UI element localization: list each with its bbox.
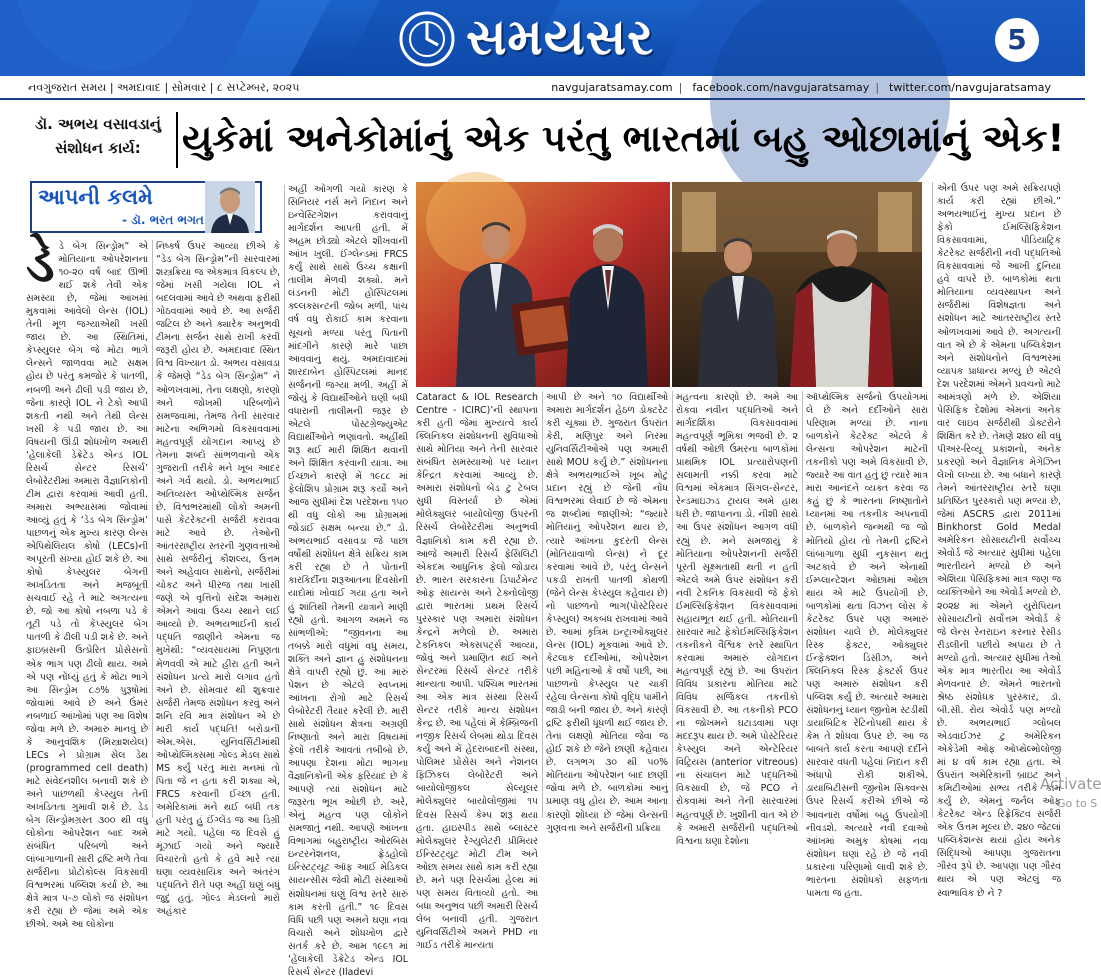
article-column-8 bbox=[937, 182, 1061, 899]
column-6-text: મહત્વના કારણો છે. અમે આ રોકવા નવીન પદ્ધતિઓ અને માર્ગદર્શિકા વિકસાવવામાં મહત્વપૂર્ણ ભૂમિકા ભજવી છે. ૨ વર્ષથી ઓછી ઉંમરના બાળકોમાં પ્રાથમિક IOL પ્રત્યારોપણની સલામતી નક્કી કરવા માટે વિશ્વમાં એકમાત્ર સિંગલ-સેન્ટર, રેન્ડમાઇઝ્ડ ટ્રાયલ અમે હાથ ધરી છે. જાપાનના ડો. નીશી સાથે આ ઉપર સંશોધન આગળ વધી રહ્યું છે. મને સમજાયું કે મોતિયાના ઓપરેશનની સર્જરી પૂરતી સૂક્ષ્મતાથી થતી ન હતી એટલે અમે ઉપર સંશોધન કરી નવી ટેકનિક વિકસાવી જે ફેકો ઈમલ્સિફિકેશન વિકસાવવામાં સહાયભૂત થઈ હતી. મોતિયાની સારવાર માટે ફેકોઈમલ્સિફિકેશન તકનીકને વૈશ્વિક સ્તરે સ્થાપિત કરવામાં અમારું યોગદાન મહત્વપૂર્ણ રહ્યું છે. આ ઉપરાંત વિવિધ પ્રકારના મોતિયા માટે વિવિધ સર્જિકલ તકનીકો વિકસાવી છે. આ તકનીકો PCO ના જોખમને ઘટાડવામાં પણ મદદરૂપ થાય છે. અમે પોસ્ટેરિયર કેપ્સ્યુલ અને એન્ટેરિયર વિટ્રિયસ (anterior vitreous) ના સંચાલન માટે પદ્ધતિઓ વિકસાવી છે, જે PCO ને રોકવામાં અને તેની સારવારમાં મહત્વપૂર્ણ છે. ખુશીની વાત એ છે કે અમારી સર્જરીની પદ્ધતિઓ વિશ્વના ઘણા દેશોના bbox=[676, 392, 799, 847]
windows-activation-watermark-sub: Go to S bbox=[1057, 797, 1098, 810]
info-line bbox=[0, 78, 1085, 100]
column-3-text: અહીં ઓગળી ગયો કારણ કે સિનિયર નર્સ મને નિદાન અને ઇન્વેસ્ટિગેશન કરાવવાનું માર્ગદર્શન આપતી હતી. મેં અહમ છોડ્યો એટલે શીખવાની આંખ ખુલી. ઈંગ્લેન્ડમાં FRCS કર્યું સાથે સાથે ઉચ્ચ કક્ષાની તાલીમ મેળવી શક્યો. મને લંડનની મોટી હોસ્પિટલમાં ક્લ્લક્સન્ટની જોબ મળી, પાંચ વર્ષ વધુ રોકાઈ કામ કરવાના સૂચનો મળ્યા પરંતુ પિતાની માંદગીને કારણે મારે પાછા આવવાનું થયું. અમદાવાદમાં શારદાબેન હોસ્પિટલમાં માનદ સર્જનની જગ્યા મળી. અહીં મેં જોયું કે વિદ્યાર્થીઓને ઘણી બધી વધારાની તાલીમની જરૂર છે એટલે પોસ્ટગ્રેજ્યુએટ વિદ્યાર્થીઓને ભણાવતો. અહીંથી શરૂ થઈ મારી શિક્ષિત થવાની અને શિક્ષિત કરવાની યાત્રા. આ ઈચ્છાને કારણે મેં ૧૯૮૮ માં ફેલોશિપ પ્રોગ્રામ શરૂ કર્યો અને આજ સુધીમાં દેશ પરદેશના ૧૫૦ થી વધુ લોકો આ પ્રોગ્રામમાં જોડાઈ સક્ષમ બન્યા છે.” ડો. અભયભાઈ વસાવડા જે પાછા વર્ષોથી સંશોધન ક્ષેત્રે સક્રિય કામ કરી રહ્યા છે તે પોતાની કારકિર્દીના શરૂઆતના દિવસોની યાદોમાં ખોવાઈ ગયા હતા અને હું શાંતિથી તેમની યાત્રાને માણી રહ્યો હતો. આગળ અમને જ સાંભળીએ: “જીવનના આ તબક્કે મારો વધુમાં વધુ સમય, શક્તિ અને જ્ઞાન હું સંશોધનના ક્ષેત્રે વાપરી રહ્યો છું. આ મારું પેશન છે એટલે સ્વપ્નમાં આંખના રોગો માટે રિસર્ચ લેબોરેટરી તૈયાર કરેલી છે. મારી સાથે સંશોધન ક્ષેત્રના અગ્રણી નિષ્ણાતો અને મારા વિષયમાં ફેલો તરીકે આવતાં તબીબો છે. આપણા દેશના મોટા ભાગના વૈજ્ઞાનિકોની એક ફરિયાદ છે કે આપણે ત્યાં સંશોધન માટે જરૂરતા ભૂખ ઓછી છે. અરે, એનું મહત્વ પણ લોકોને સમજાતું નથી. આપણે આંખના વિભાગમાં બહુરાષ્ટ્રીય ઓરબિસ ઇન્ટરનેશનલ, ફ્રેડહોલો ઇન્સ્ટિટ્યૂટ ઑફ આઈ મેડિકલ સાયન્સીસ જેવી મોટી સંસ્થાઓ સંશોધનમાં ઘણું વિશ્વ સ્તરે સારું કામ કરતી હતી.” ૧૯ દિવસ વિધિ પછી પણ અમને ઘણા નવા વિચારો અને શોધખોળ દ્વારે સતર્ક કરે છે. આમ ૧૯૯૧ માં ‘હેલાકેલી ડેક્રેટેડ એન્ડ IOL રિસર્ચ સેન્ટર (Iladevi bbox=[288, 184, 408, 978]
article-column-4 bbox=[416, 391, 538, 951]
article-column-2 bbox=[156, 240, 280, 918]
info-links: navgujaratsamay.com | facebook.com/navgujaratsamay | twitter.com/navgujaratsamay bbox=[551, 81, 1051, 94]
column-title: આપની કલમે bbox=[38, 185, 153, 209]
article-column-7 bbox=[806, 391, 928, 899]
column-rule bbox=[542, 391, 543, 818]
masthead-title: સમયસર bbox=[465, 8, 655, 66]
column-rule bbox=[284, 185, 285, 818]
column-rule bbox=[802, 391, 803, 818]
headline: યુકેમાં અનેકોમાંનું એક પરંતુ ભારતમાં બહુ ઓછામાંનું એક! bbox=[182, 117, 1065, 160]
column-2-text: નિષ્કર્ષ ઉપર આવ્યા છીએ કે “ડેડ બેગ સિન્ડ્રોમ”ની સારવારમાં શસ્ત્રક્રિયા જ એકમાત્ર વિકલ્પ છે, જેમાં ખસી ગયેલા IOL ને બદલવામાં આવે છે અથવા ફરીથી ગોઠવવામાં આવે છે. આ સર્જરી જટિલ છે અને ક્યારેક અનુભવી ટીમના સર્જન સાથે રાખી કરવી જરૂરી હોય છે. અમદાવાદ સ્થિત વિશ્વ વિખ્યાત ડો. અભય વસાવડા કે જેમણે “ડેડ બેગ સિન્ડ્રોમ” ને ઓળખવામાં, તેના લક્ષણો, કારણો અને જોખમી પરિબળોને સમજવામાં, તેમજ તેની સારવાર માટેના અભિગમો વિકસાવવામાં મહત્વપૂર્ણ યોગદાન આપ્યું છે તેમના શબ્દો સાંભળવાનો એક ગુજરાતી તરીકે મને ખૂબ આદર અને ગર્વ થયો. ડો. અભયભાઈ અતિવ્યસ્ત ઓપ્થેલ્મિક સર્જન છે. વિશ્વભરમાંથી લોકો અમની પાસે કેટરેક્ટની સર્જરી કરાવવા માટે આવે છે. તેઓની આંતરરાષ્ટ્રીય સ્તરની ગુણવત્તાઓ સાથે સર્જરીનું કૌશલ્ય, ઉત્તમ અને અહેવાલ સાથેનો, સર્જરીમાં ચોકટ અને ધીરજ તથા ખાસી જણે એ વૃત્તિનો સંદેશ અમારા એમને આવા ઉચ્ચ સ્થાને લઈ આવ્યો છે. અભયભાઈની કાર્ય પદ્ધતિ જાણીને એમના જ મુખેથી: “વ્યવસાયમાં નિપુણતા મેળવવી એ માટે હીરા હતી અને સંશોધન પ્રત્યે મારો લગાવ હતો અને છે. સોમવાર થી શુક્રવાર સર્જરી તેમજ સંશોધન કરવું અને શનિ રવિ માત્ર સંશોધન એ છે મારી કાર્ય પદ્ધતિ! બરોડાની એમ.એસ. યુનિવર્સિટીમાંથી ઓપ્થેલ્મિક્સમાં ગોલ્ડ મેડલ સાથે MS કર્યું પરંતુ મારા મનમાં તો પિતા જે ન હતા કરી શક્યા એ, FRCS કરવાની ઈચ્છા હતી. અમેરિકામાં મને થઈ બધી તક હતી પરંતુ હું ઈંગ્લેંડ જ આ ડિગ્રી માટે ગયો. પહેલા જ દિવસે હું મૂંઝાઈ ગયો અને જ્યારે વિચારતો હતો કે હવે મારે ત્યાં ઘણા વ્યવસાયિક અને અંતરંગ પદ્ધતિને રીતે પણ અહીં ઘણું બધું જુદું હતું. ગોલ્ડ મેડલનો મારો અહંકાર bbox=[156, 241, 280, 918]
column-rule bbox=[672, 391, 673, 818]
column-rule bbox=[152, 240, 153, 818]
publication-date-line: નવગુજરાત સમય | અમદાવાદ | સોમવાર | ૮ સપ્ટેમ્બર, ૨૦૨૫ bbox=[28, 81, 300, 94]
article-column-5 bbox=[546, 391, 668, 834]
column-rule bbox=[932, 182, 933, 818]
article-column-1 bbox=[26, 234, 148, 931]
article-column-3 bbox=[288, 183, 408, 978]
column-4-text: Cataract & IOL Research Centre - ICIRC)’ની સ્થાપના કરી હતી જેમાં મુખ્યત્વે કાર્ય ક્લિનિકલ સંશોધનની સુવિધાઓ સાથે મોતિયા અને તેની સારવાર સંબંધિત સમસ્યાઓ પર ધ્યાન કેન્દ્રિત કરવામાં આવ્યું છે. અમારા સંશોધનો બેડ ટુ ટેબલ સુધી વિસ્તર્યાં છે એમાં મોલેક્યુલર બાયોલોજી ઉપરની રિસર્ચ લેબોરેટરીમાં અનુભવી વૈજ્ઞાનિકો કામ કરી રહ્યા છે. આજે અમારી રિસર્ચ ફેસિલિટી એકદમ આધુનિક ફેલો જોડાય છે. ભારત સરકારના ડિપાર્ટમેન્ટ ઓફ સાયન્સ અને ટેક્નોલોજી દ્વારા ભારતમાં પ્રથમ રિસર્ચ પુરસ્કાર પણ અમારા સંશોધન કેન્દ્રને મળેલો છે. અમારા ટેકનિકલ એક્સપર્ટ્સ આવ્યા, જોવું અને પ્રમાણિત થઈ અને સેન્ટરમાં રિસર્ચ સેન્ટર તરીકે માન્યતા આપી. પશ્ચિમ ભારતમાં આ એક માત્ર સંસ્થા રિસર્ચ સેન્ટર તરીકે માન્ય સંશોધન કેન્દ્ર છે. આ પહેલાં મેં કેમ્બ્રિજની નજીક રિસર્ચ લેબમાં થોડા દિવસ કર્યું અને મેં હેદરાબાદની સંસ્થા, પોલિમર પ્રોસેસ અને નેશનલ ફિઝિકલ લેબોરેટરી અને બાયોલોજીકલ સેલ્યૂલર મોલેક્યુલર બાયોલોજીમાં ૧૫ દિવસ રિસર્ચ કેમ્પ શરૂ થયા હતા. હાઇસ્પીડ સાથે બ્લાસ્ટર મોલેક્યુલર રેગ્યુલેટરી પ્રીમિયર ઈન્સ્ટિટ્યુટ મોટી ટીમ અને ઓછા સમય સાથે કામ કરી રહ્યા છે. મને પણ રિસર્ચમાં હેલ્થ માં પણ સમય વિતાવ્યો હતો. આ બધા અનુભવ પછી અમારી રિસર્ચ લેબ બનાવી હતી. ગુજરાત યુનિવર્સિટીએ અમને PHD ના ગાઈડ તરીકે માન્યતા bbox=[416, 392, 538, 951]
column-1-text: ડે બેગ સિન્ડ્રોમ” એ મોતિયાના ઓપરેશનના ૧૦-૨૦ વર્ષ બાદ ઊભી થઈ શકે તેવી એક સમસ્યા છે, જેમાં આંખમાં મુકવામાં આવેલો લેન્સ (IOL) તેની મૂળ જગ્યાએથી ખસી જાય છે. આ સ્થિતિમાં, કેપ્સ્યુલર બેગ જે મોટા ભાગે લેન્સને જાળવવા માટે સક્ષમ હોય છે પરંતુ કમજોર કે પાતળી, નબળી અને ઢીલી પડી જાય છે, જેના કારણે IOL ને ટેકો આપી શકતી નથી અને તેથી લેન્સ ખસી કે પડી જાય છે. આ વિષયની ઊંડી શોધખોળ અમારી ‘હેલાકેલી ડેક્રેટેડ એન્ડ IOL રિસર્ચ સેન્ટર રિસર્ચ’ લેબોરેટરીમાં અમારા વૈજ્ઞાનિકોની ટીમ દ્વારા કરવામાં આવી હતી. અમારા અભ્યાસમાં જોવામાં આવ્યું હતું કે ‘ડેડ બેગ સિન્ડ્રોમ’ પાછળનું એક મુખ્ય કારણ લેન્સ એપિથેલિયલ કોષો (LECs)ની અપૂરતી સંખ્યા હોઈ શકે છે. આ કોષો કેપ્સ્યુલર બેગની અખંડિતતા અને મજબૂતી સચવાઈ રહે તે માટે અગત્યના છે. જો આ કોષો નબળા પડે કે તૂટી પડે તો કેપ્સ્યુલર બેગ પાતળી કે ઢીલી પડી શકે છે. અને ફાઇબ્રસની ઉત્પ્રેરિત પ્રોસેસનો એક ભાગ પણ ઢીલો થાય. અમે એ પણ નોંધ્યું હતું કે મોટા ભાગે આ સિન્ડ્રોમ ૮૭% પુરૂષોમાં જોવામાં આવે છે અને ઉંમર નબળાઈ આંખોમાં પણ આ વિશેષ જોવા મળે છે. અમારું માનવું છે કે આનુવંશિક (મિસ્ત્રાશયેલ) LECs ને પ્રોગ્રામ સેલ ડેથ (programmed cell death) માટે સંવેદનશીલ બનાવી શકે છે અને પાછળથી કેપ્સ્યુલ તેની અખંડિતતા ગુમાવી શકે છે. ડેડ બેગ સિન્ડ્રોમગ્રસ્ત ૩૦૦ થી વધુ લોકોના ઓપરેશન બાદ અમે સંબંધિત પરિબળો અને લાંબાગાળાની સારી દ્રષ્ટિ મળે તેવા સર્જરીના પ્રોટોકોલ્સ વિકસાવી વિશ્વભરમાં પબ્લિશ કર્યા છે. આ ક્ષેત્રે માત્ર ૫-૭ લોકો જ સંશોધન કરી રહ્યા છે જેમાં અમે એક છીએ. અમે આ લોકોના bbox=[26, 241, 148, 931]
column-5-text: આપી છે અને ૧૦ વિદ્યાર્થીઓ અમારા માર્ગદર્શન હેઠળ ડોક્ટરેટ કરી ચૂક્યા છે. ગુજરાત ઉપરાંત કેરી, મણિપુર અને નિરમા યુનિવર્સિટીઓએ પણ અમારી સાથે MOU કર્યું છે.” સંશોધનના ક્ષેત્રે અભયભાઈએ ખૂબ મોટું પ્રદાન રહ્યું છે જેની નોંધ વિશ્વભરમાં લેવાઈ છે જે એમના જ શબ્દોમાં જાણીએ: “જ્યારે મોતિયાનું ઓપરેશન થાય છે, ત્યારે આંખના કુદરતી લેન્સ (મોતિયાવાળો લેન્સ) ને દૂર કરવામાં આવે છે, પરંતુ લેન્સને પકડી રાખતી પાતળી કોથળી (જેને લેન્સ કેપ્સ્યુલ કહેવાય છે) નો પાછળનો ભાગ(પોસ્ટેરિયર કેપ્સ્યુલ) અકબંધ રાખવામાં આવે છે. આમાં કૃત્રિમ ઇન્ટ્રાઓક્યુલર લેન્સ (IOL) મૂકવામાં આવે છે. કેટલાક દર્દીઓમાં, ઓપરેશન પછી મહિનાઓ કે વર્ષો પછી, આ પાછળનો કેપ્સ્યુલ પર ચાકી રહેલા લેન્સના કોષો વૃદ્ધિ પામીને જાડી બની જાય છે. અને કારણે દ્રષ્ટિ ફરીથી ધૂંધળી થઈ જાય છે. તેના લક્ષણો મોતિયા જેવા જ હોઈ શકે છે જેને છાણી કહેવાય છે. લગભગ ૩૦ થી ૫૦% મોતિયાના ઓપરેશન બાદ છાણી જોવા મળે છે. બાળકોમાં આનું પ્રમાણ વધુ હોય છે. આમ આના કારણો શોધ્યા છે જેમાં લેન્સની ગુણવત્તા અને સર્જરીની પ્રક્રિયા bbox=[546, 392, 668, 834]
headline-kicker: ડૉ. અભય વસાવડાનું સંશોધન કાર્ય: bbox=[26, 112, 178, 168]
column-author: - ડૉ. ભરત ભગત bbox=[122, 213, 204, 227]
website-link[interactable]: navgujaratsamay.com bbox=[551, 81, 673, 94]
convocation-photo bbox=[672, 182, 922, 387]
column-7-text: ઑપ્થેલ્મિક સર્જનો ઉપયોગમાં લે છે અને દર્દીઓને સારા પરિણામ મળ્યાં છે. નાના બાળકોને કેટરેક્ટ એટલે કે લેન્સના ઓપરેશન માટેની તકનીકો પણ અમે વિકસાવી છે. જ્યારે આ વાત હતું છું ત્યારે માત્ર મારા આનંદને વ્યક્ત કરવા જ કહું છું કે ભારતના નિષ્ણાતોને ધ્યાનમાં આ તકનીક અપનાવી છે. બાળકોને જન્મથી જ જો મોતિયો હોય તો તેમની દ્રષ્ટિને લાંબાગાળા સુધી નુકસાન થતું અટકાવે છે અને એનાથી ઈમ્પ્લાન્ટેશન ઓછામાં ઓછા થાય એ માટે ઉપયોગી છે. બાળકોમાં થતાં વિઝન લોસ કે કેટરેક્ટ ઉપર પણ અમારું સંશોધન ચાલે છે. મોલેક્યુલર રિસ્ક ફેક્ટર, ઓક્યુલર ઈન્ફેક્શન ડિસીઝ, અને ક્લિનિકલ રિસ્ક ફેક્ટર્સ ઉપર પણ અમારું સંશોધન કરી પબ્લિશ કર્યું છે. અત્યારે અમારા સંશોધનનું ધ્યાન જીનોમ સ્ટડીથી ડાયાબિટિક રેટિનોપથી થાય કે કેમ તે શોધવા ઉપર છે. આ જ બાબતે કાર્ય કરતા આપણે દર્દીને સારવાર વધતી પહેલાં નિદાન કરી અંધાપો રોકી શકીએ. ડાયાબિટીસની જીનોમ સિક્વન્સ ઉપર રિસર્ચ કરીએ છીએ જે આવનારા વર્ષોમાં બહુ ઉપયોગી નીવડશે. અત્યારે નવી દવાઓ આંખમાં અમુક કોષમાં નવા સંશોધન ઘણાં રહે છે જે નવી પ્રકારના પરિણામો લાવી શકે છે. ભારતના સંશોધકો સફળતા પામતા જ હતા. bbox=[806, 392, 928, 899]
facebook-link[interactable]: facebook.com/navgujaratsamay bbox=[692, 81, 870, 94]
column-8-text: એની ઉપર પણ અમે સક્રિયપણે કાર્ય કરી રહ્યાં છીએ.” અભયભાઈનું મુખ્ય પ્રદાન છે ફેકો ઈમલ્સિફિકેશન વિકસાવવામાં, પીડિયાટ્રિક કેટરેક્ટ સર્જરીની નવી પદ્ધતિઓ વિકસાવવામાં જે આખી દુનિયા હવે વાપરે છે. બાળકોમાં થતા મોતિયાના વ્યવસ્થાપન અને સર્જરીમાં વિશેષજ્ઞતા અને સંશોધન માટે આંતરરાષ્ટ્રીય સ્તરે ઓળખવામાં આવે છે. અગત્યની વાત એ છે કે એમના પબ્લિકેશન અને સંશોધનોને વિશ્વભરમાં વ્યાપક પ્રાધાન્ય મળ્યું છે એટલે દેશ પરદેશમાં એમને પ્રવચનો માટે આમંત્રણો મળે છે. એશિયા પેસિફિક દેશોમાં એમનાં અનેક વાર લાઇવ સર્જરીથી ડોક્ટરોને શિક્ષિત કરે છે. તેમણે ૨૪૦ થી વધુ પીઅર-રિવ્યૂ પ્રકાશનો, અનેક પ્રકરણો અને વૈજ્ઞાનિક મેગેઝિન લેખો લખ્યા છે. આ બધાને કારણે તેમને આંતરરાષ્ટ્રીય સ્તરે ઘણા પ્રતિષ્ઠિત પુરસ્કારો પણ મળ્યા છે, જેમાં ASCRS દ્વારા 2011માં Binkhorst Gold Medal અમેરિકન સોસાયટીની સર્વોચ્ચ એવોર્ડ જે અત્યાર સુધીમાં પહેલા ભારતીયને મળ્યો છે અને એશિયા પેસિફિકમાં માત્ર જણ જ વ્યક્તિઓને આ એવોર્ડ મળ્યો છે. ૨૦૨૪ માં એમને યુરોપિયન સોસાયટીનો સર્વોત્તમ એવોર્ડ કે જે લેન્સ રેનરાઇન કરનાર રેસીડ રીડલીની પછીયે અપાય છે તે મળ્યો હતો. અત્યાર સુધીમાં તેઓ એક માત્ર ભારતીય આ એવોર્ડ મેળવનાર છે. એમને ભારતનો શ્રેષ્ઠ સંશોધક પુરસ્કાર, ડૉ. બી.સી. રોય એવોર્ડ પણ મળ્યો છે. અભયભાઈ ગ્લોબલ એડવાઈઝર ટુ અમેરિકન એકેડેમી ઓફ ઓપ્થેલ્મોલોજી માં ૪ વર્ષ કામ રહ્યા હતા. એ ઉપરાંત અમેરિકાની બ્રાઇટ અને કમિટીઓમાં સભ્ય તરીકે કામ કર્યું છે. એમનું જર્નલ ઓફ કેટરેક્ટ એન્ડ રિફ્રેક્ટિવ સર્જરી એક ઉત્તમ મૂલ્ય છે. ૨૪૦ જેટલાં પબ્લિકેશન્સ થયાં હોય અનેક સિદ્ધિઓ આપણા ગુજરાતના ગૌરવ રૂપે છે. આપણા પણ ગૌરવ થાય એ પણ એટલું જ સ્વાભાવિક છે ને ? bbox=[937, 183, 1061, 899]
windows-activation-watermark: Activate bbox=[1040, 775, 1101, 793]
twitter-link[interactable]: twitter.com/navgujaratsamay bbox=[889, 81, 1051, 94]
article-column-6 bbox=[676, 391, 799, 847]
award-photo bbox=[416, 182, 670, 387]
masthead bbox=[0, 0, 1085, 76]
drop-cap: ડે bbox=[26, 234, 55, 294]
author-photo bbox=[205, 181, 255, 233]
page-number: 5 bbox=[995, 18, 1039, 62]
